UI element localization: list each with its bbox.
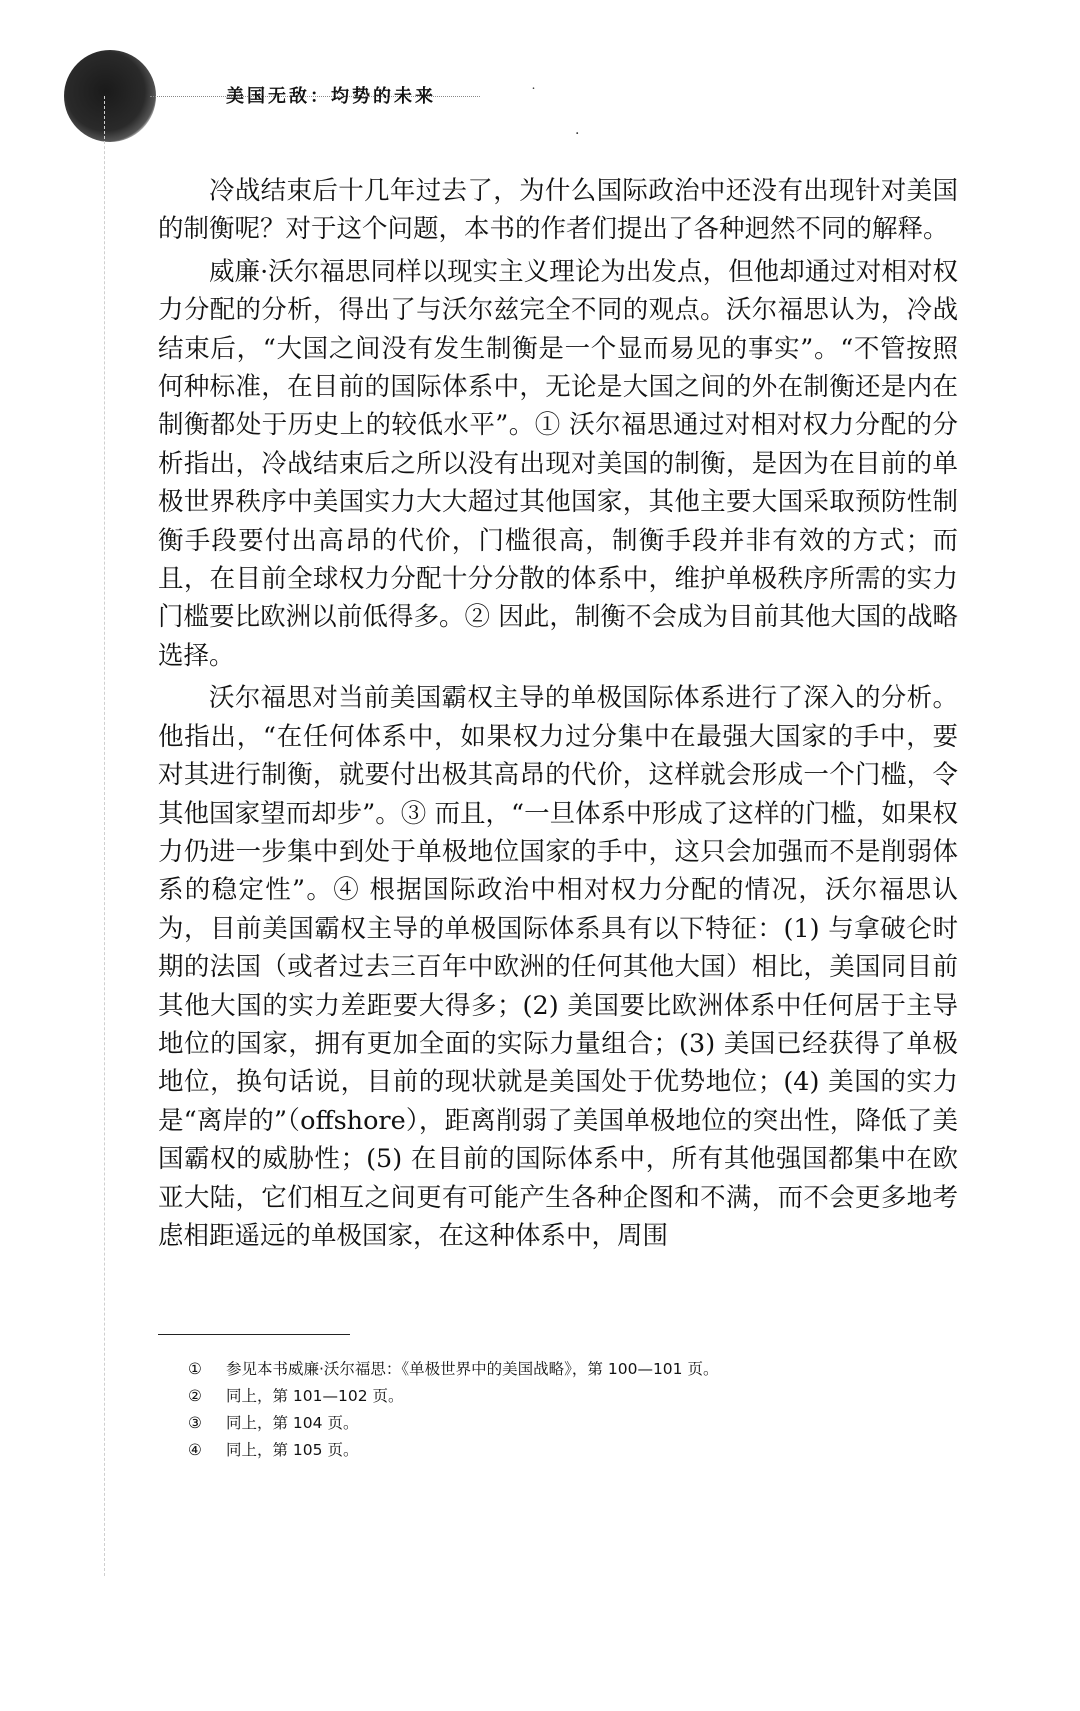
footnote (188, 1356, 948, 1383)
footnote-separator (158, 1334, 350, 1335)
paragraph: 冷战结束后十几年过去了，为什么国际政治中还没有出现针对美国的制衡呢？对于这个问题，本书的作者们提出了各种迥然不同的解释。 (158, 176, 958, 245)
footnote-text: 同上，第 104 页。 (226, 1414, 359, 1432)
footnote (188, 1437, 948, 1464)
scan-speck: · (575, 126, 580, 142)
body-text (158, 172, 958, 1259)
margin-scan-line (104, 96, 105, 1576)
footnote-text: 参见本书威廉·沃尔福思：《单极世界中的美国战略》，第 100—101 页。 (226, 1360, 719, 1378)
paragraph: 沃尔福思对当前美国霸权主导的单极国际体系进行了深入的分析。他指出，“在任何体系中，如果权力过分集中在最强大国家的手中，要对其进行制衡，就要付出极其高昂的代价，这样就会形成一个门槛，令其他国家望而却步”。③ 而且，“一旦体系中形成了这样的门槛，如果权力仍进一步集中到处于单极地位国家的手中，这只会加强而不是削弱体系的稳定性”。④ 根据国际政治中相对权力分配的情况，沃尔福思认为，目前美国霸权主导的单极国际体系具有以下特征：(1) 与拿破仑时期的法国（或者过去三百年中欧洲的任何其他大国）相比，美国同目前其他大国的实力差距要大得多；(2) 美国要比欧洲体系中任何居于主导地位的国家，拥有更加全面的实际力量组合；(3) 美国已经获得了单极地位，换句话说，目前的现状就是美国处于优势地位；(4) 美国的实力是“离岸的”（offshore），距离削弱了美国单极地位的突出性，降低了美国霸权的威胁性；(5) 在目前的国际体系中，所有其他强国都集中在欧亚大陆，它们相互之间更有可能产生各种企图和不满，而不会更多地考虑相距遥远的单极国家，在这种体系中，周围 (158, 683, 958, 1251)
footnote-mark: ③ (188, 1414, 202, 1432)
footnote-mark: ④ (188, 1441, 202, 1459)
running-head-title: 美国无敌：均势的未来 (226, 86, 436, 107)
footnote-text: 同上，第 105 页。 (226, 1441, 359, 1459)
scan-speck: ˙ (530, 86, 537, 102)
footnote-mark: ① (188, 1360, 202, 1378)
footnotes (188, 1356, 948, 1464)
footnote (188, 1410, 948, 1437)
paragraph: 威廉·沃尔福思同样以现实主义理论为出发点，但他却通过对相对权力分配的分析，得出了与沃尔兹完全不同的观点。沃尔福思认为，冷战结束后，“大国之间没有发生制衡是一个显而易见的事实”。“不管按照何种标准，在目前的国际体系中，无论是大国之间的外在制衡还是内在制衡都处于历史上的较低水平”。① 沃尔福思通过对相对权力分配的分析指出，冷战结束后之所以没有出现对美国的制衡，是因为在目前的单极世界秩序中美国实力大大超过其他国家，其他主要大国采取预防性制衡手段要付出高昂的代价，门槛很高，制衡手段并非有效的方式；而且，在目前全球权力分配十分分散的体系中，维护单极秩序所需的实力门槛要比欧洲以前低得多。② 因此，制衡不会成为目前其他大国的战略选择。 (158, 256, 958, 671)
corner-ink-blot (64, 50, 156, 142)
footnote (188, 1383, 948, 1410)
footnote-text: 同上，第 101—102 页。 (226, 1387, 404, 1405)
footnote-mark: ② (188, 1387, 202, 1405)
